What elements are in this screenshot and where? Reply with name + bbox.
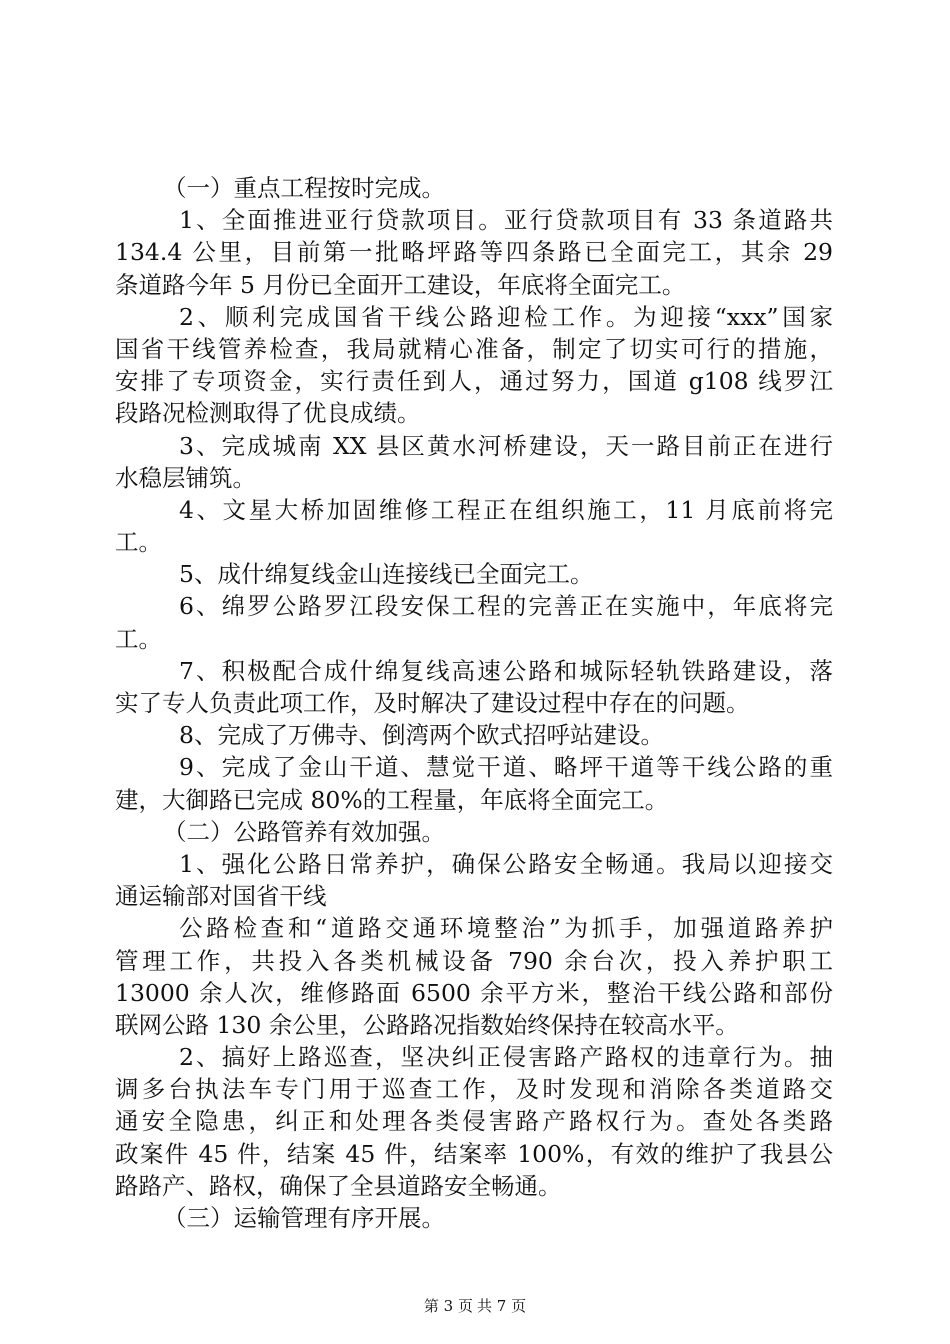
page-total: 共 7 页 [477, 1297, 527, 1315]
text-line: （二）公路管养有效加强。 [163, 817, 445, 846]
page-footer [0, 1296, 950, 1316]
text-line: 政案件 45 件，结案 45 件，结案率 100%，有效的维护了我县公 [115, 1139, 833, 1168]
text-line: 6、绵罗公路罗江段安保工程的完善正在实施中，年底将完 [179, 592, 833, 621]
text-line: 管理工作，共投入各类机械设备 790 余台次，投入养护职工 [115, 946, 833, 975]
text-line: （一）重点工程按时完成。 [163, 174, 445, 202]
text-line: 134.4 公里，目前第一批略坪路等四条路已全面完工，其余 29 [115, 238, 833, 267]
text-line: 条道路今年 5 月份已全面开工建设，年底将全面完工。 [115, 270, 686, 299]
text-line: 3、完成城南 XX 县区黄水河桥建设，天一路目前正在进行 [179, 431, 833, 460]
text-line: 水稳层铺筑。 [115, 463, 256, 492]
document-body [115, 172, 833, 1234]
text-line: 段路况检测取得了优良成绩。 [115, 399, 421, 428]
text-line: 5、成什绵复线金山连接线已全面完工。 [179, 560, 594, 589]
text-line: 1、全面推进亚行贷款项目。亚行贷款项目有 33 条道路共 [179, 206, 833, 235]
page-number: 第 3 页 [423, 1297, 473, 1315]
text-line: 1、强化公路日常养护，确保公路安全畅通。我局以迎接交 [179, 849, 833, 878]
text-line: 2、搞好上路巡查，坚决纠正侵害路产路权的违章行为。抽 [179, 1043, 833, 1072]
text-line: 工。 [115, 624, 162, 653]
text-line: 8、完成了万佛寺、倒湾两个欧式招呼站建设。 [179, 721, 664, 750]
text-line: 建，大御路已完成 80%的工程量，年底将全面完工。 [115, 785, 669, 814]
text-line: 联网公路 130 余公里，公路路况指数始终保持在较高水平。 [115, 1010, 739, 1039]
text-line: 2、顺利完成国省干线公路迎检工作。为迎接“xxx”国家 [179, 302, 833, 331]
text-line: 13000 余人次，维修路面 6500 余平方米，整治干线公路和部份 [115, 978, 833, 1007]
text-line: 公路检查和“道路交通环境整治”为抓手，加强道路养护 [179, 914, 833, 943]
text-line: 实了专人负责此项工作，及时解决了建设过程中存在的问题。 [115, 689, 750, 717]
text-line: 9、完成了金山干道、慧觉干道、略坪干道等干线公路的重 [179, 753, 833, 782]
text-line: 7、积极配合成什绵复线高速公路和城际轻轨铁路建设，落 [179, 656, 833, 685]
text-line: 通安全隐患，纠正和处理各类侵害路产路权行为。查处各类路 [115, 1107, 833, 1136]
text-line: 安排了专项资金，实行责任到人，通过努力，国道 g108 线罗江 [115, 367, 833, 396]
text-line: （三）运输管理有序开展。 [163, 1204, 445, 1232]
text-line: 调多台执法车专门用于巡查工作，及时发现和消除各类道路交 [115, 1075, 833, 1104]
text-line: 工。 [115, 528, 162, 557]
text-line: 国省干线管养检查，我局就精心准备，制定了切实可行的措施， [115, 334, 833, 363]
text-line: 4、文星大桥加固维修工程正在组织施工，11 月底前将完 [179, 495, 833, 524]
text-line: 通运输部对国省干线 [115, 882, 327, 911]
text-line: 路路产、路权，确保了全县道路安全畅通。 [115, 1171, 562, 1200]
